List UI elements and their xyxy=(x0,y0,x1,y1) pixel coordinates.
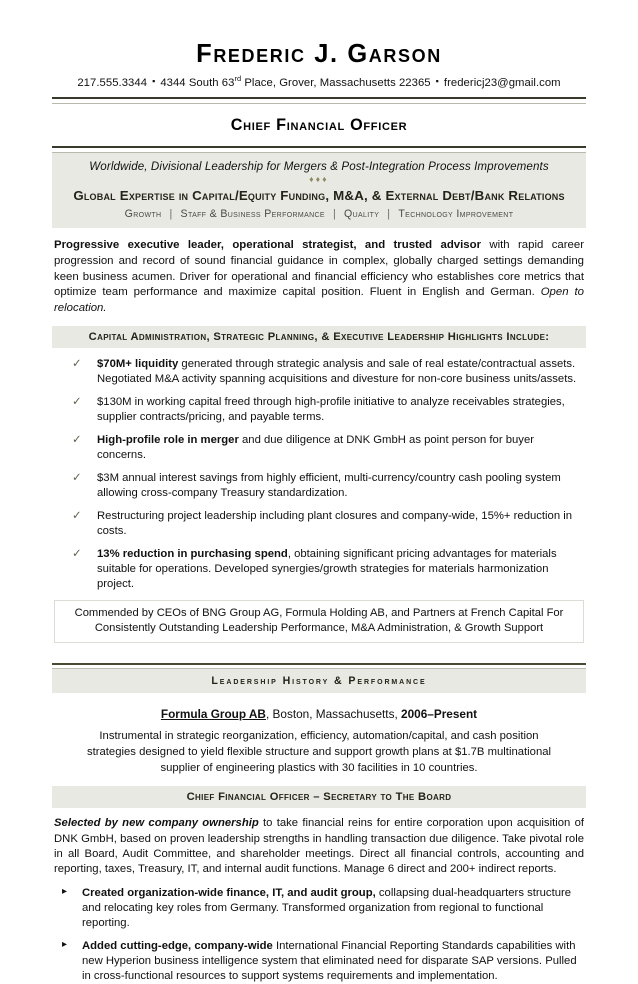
contact-separator-1: ▪ xyxy=(152,76,156,87)
check-icon: ✓ xyxy=(72,357,82,370)
keyword-separator-1: | xyxy=(169,208,173,221)
experience-band-title: Leadership History & Performance xyxy=(52,669,586,693)
highlight-bold-0: $70M+ liquidity xyxy=(97,357,179,370)
achievements-list xyxy=(52,886,586,984)
achievement-text-0: collapsing dual-headquarters structure and relocating key roles from Germany. Transformed organization from regional to functional reporting. xyxy=(82,886,572,930)
list-item xyxy=(70,395,582,425)
address-suffix: Place, Grover, Massachusetts 22365 xyxy=(241,76,431,89)
keyword-technology-improvement: Technology Improvement xyxy=(398,208,514,221)
email-address[interactable]: fredericj23@gmail.com xyxy=(443,76,561,89)
role-description xyxy=(52,808,586,880)
arrow-icon: ▸ xyxy=(62,938,68,950)
banner-tagline: Worldwide, Divisional Leadership for Mergers & Post-Integration Process Improvements xyxy=(89,160,549,174)
highlight-text-0: generated through strategic analysis and sale of real estate/contractual assets. Negotiated M&A activity spanning acquisitions and divesture for non-core business units/assets. xyxy=(97,357,577,385)
highlight-text-5: , obtaining significant pricing advantages for materials suitable for operations. Developed synergies/growth strategies for materials harmonization project. xyxy=(97,547,557,590)
list-item xyxy=(70,547,582,592)
company-dates: 2006–Present xyxy=(401,706,478,721)
role-title-band: Chief Financial Officer – Secretary to The Board xyxy=(52,786,586,808)
keyword-staff-performance: Staff & Business Performance xyxy=(180,208,325,221)
list-item xyxy=(60,886,582,932)
highlight-text-2: and due diligence at DNK GmbH as point person for buyer concerns. xyxy=(97,433,534,461)
check-icon: ✓ xyxy=(72,547,82,560)
highlight-text-1: $130M in working capital freed through high-profile initiative to analyze receivables strategies, supplier contracts/pricing, and payable terms. xyxy=(97,395,565,423)
profile-body: with rapid career progression and record of sound financial guidance in complex, globally charged settings demanding keen business acumen. Driver for operational and financial efficiency who establishes core metrics that optimize team performance and maximize capital position. Fluent in English and German. xyxy=(54,239,584,299)
phone-number: 217.555.3344 xyxy=(77,76,148,89)
achievement-bold-1: Added cutting-edge, company-wide xyxy=(82,939,273,952)
list-item xyxy=(60,939,582,984)
diamond-separator-icon: ♦♦♦ xyxy=(309,174,329,185)
profile-paragraph xyxy=(52,228,586,325)
title-divider xyxy=(52,146,586,153)
profile-lead: Progressive executive leader, operational strategist, and trusted advisor xyxy=(54,239,482,252)
keyword-separator-2: | xyxy=(332,208,337,221)
list-item xyxy=(70,471,582,501)
contact-line xyxy=(52,74,586,89)
keyword-growth: Growth xyxy=(124,208,162,221)
role-lead: Selected by new company ownership xyxy=(54,817,259,830)
check-icon: ✓ xyxy=(72,509,82,522)
summary-banner xyxy=(52,153,586,228)
profile-closing: Open to relocation. xyxy=(54,286,584,314)
highlight-bold-5: 13% reduction in purchasing spend xyxy=(97,547,288,560)
check-icon: ✓ xyxy=(72,433,82,446)
highlight-text-4: Restructuring project leadership including plant closures and company-wide, 15%+ reduction in costs. xyxy=(97,509,573,537)
list-item xyxy=(70,433,582,463)
highlights-list xyxy=(52,357,586,592)
role-body-text: to take financial reins for entire corporation upon acquisition of DNK GmbH, based on proven leadership strengths in handling transaction due diligence. Take pivotal role in all Board, Audit Committee, and shareholder meetings. Direct all financial controls, accounting and reporting, taxes, Treasury, IT, and internal audit functions. Manage 6 direct and 200+ indirect reports. xyxy=(54,817,584,876)
banner-keywords xyxy=(60,204,578,220)
commendation-box: Commended by CEOs of BNG Group AG, Formula Holding AB, and Partners at French Capital For Consistently Outstanding Leadership Performance, M&A Administration, & Growth Support xyxy=(54,600,584,643)
contact-separator-2: ▪ xyxy=(435,76,439,87)
header-divider xyxy=(52,97,586,104)
company-heading xyxy=(52,693,586,728)
highlight-text-3: $3M annual interest savings from highly efficient, multi-currency/country cash pooling system allowing cross-company Treasury standardization. xyxy=(97,471,561,499)
check-icon: ✓ xyxy=(72,395,82,408)
page-title: Chief Financial Officer xyxy=(230,116,408,135)
achievement-text-1: International Financial Reporting Standards capabilities with new Hyperion business intelligence system that eliminated need for disparate SAP versions. Pulled in cross-functional resources to support systems requirements and implementation. xyxy=(82,939,577,983)
list-item xyxy=(70,509,582,539)
company-description: Instrumental in strategic reorganization, efficiency, automation/capital, and cash position strategies designed to yield flexible structure and support growth plans at $1.7B multinational supplier of engineering plastics with 30 facilities in 10 countries. xyxy=(86,729,552,774)
company-location: , Boston, Massachusetts, xyxy=(265,706,402,721)
highlight-bold-2: High-profile role in merger xyxy=(97,433,239,446)
keyword-separator-3: | xyxy=(387,208,391,221)
address-ordinal-suffix: rd xyxy=(234,73,242,83)
candidate-name: Frederic J. Garson xyxy=(196,40,442,68)
achievement-bold-0: Created organization-wide finance, IT, and audit group, xyxy=(82,886,376,899)
company-name: Formula Group AB xyxy=(160,706,266,721)
keyword-quality: Quality xyxy=(344,208,380,221)
banner-expertise: Global Expertise in Capital/Equity Funding, M&A, & External Debt/Bank Relations xyxy=(73,187,565,203)
arrow-icon: ▸ xyxy=(62,885,68,897)
check-icon: ✓ xyxy=(72,471,82,484)
highlights-band-title: Capital Administration, Strategic Planning, & Executive Leadership Highlights Include: xyxy=(52,326,586,348)
address-prefix: 4344 South 63 xyxy=(160,76,235,89)
list-item xyxy=(70,357,582,387)
